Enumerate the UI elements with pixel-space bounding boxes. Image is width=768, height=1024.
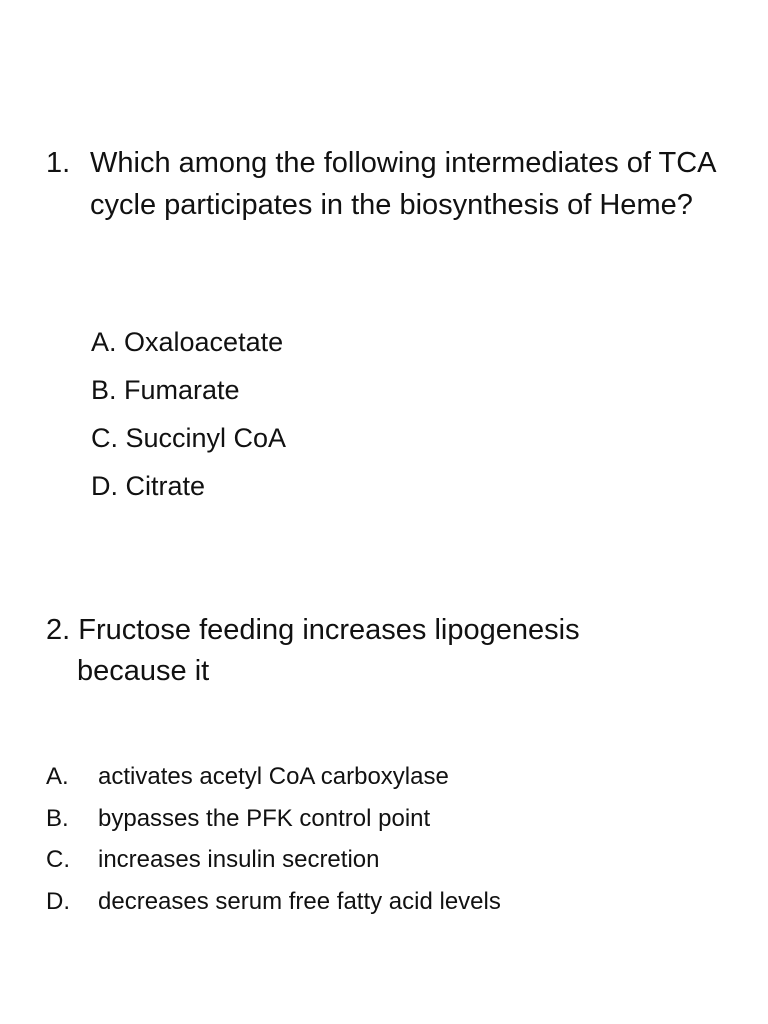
option-text: decreases serum free fatty acid levels bbox=[98, 887, 501, 915]
option-text: activates acetyl CoA carboxylase bbox=[98, 763, 449, 790]
question-2-option-c bbox=[46, 839, 501, 881]
question-1-option-a: A. Oxaloacetate bbox=[91, 327, 284, 357]
question-2-option-a bbox=[46, 756, 501, 798]
question-2-text-line-1: 2. Fructose feeding increases lipogenesis bbox=[46, 614, 580, 646]
question-1-option-c: C. Succinyl CoA bbox=[91, 423, 287, 453]
question-1-options bbox=[91, 318, 286, 510]
option-letter: B. bbox=[46, 804, 69, 832]
question-1-number: 1. bbox=[46, 147, 71, 179]
question-1 bbox=[46, 142, 726, 226]
option-letter: D. bbox=[46, 887, 70, 915]
question-1-option-b: B. Fumarate bbox=[91, 375, 240, 405]
question-2-options bbox=[46, 756, 501, 922]
question-2-option-b bbox=[46, 798, 501, 840]
option-text: increases insulin secretion bbox=[98, 846, 380, 873]
question-1-stem bbox=[46, 142, 726, 226]
question-1-option-d: D. Citrate bbox=[91, 471, 206, 501]
option-letter: A. bbox=[46, 763, 69, 790]
question-2-option-d bbox=[46, 881, 501, 923]
question-2 bbox=[46, 610, 686, 692]
question-2-text-line-2: because it bbox=[77, 655, 210, 687]
question-1-text: Which among the following intermediates of TCA cycle participates in the biosynthesis of Heme? bbox=[90, 147, 715, 221]
option-letter: C. bbox=[46, 846, 70, 873]
option-text: bypasses the PFK control point bbox=[98, 804, 431, 832]
